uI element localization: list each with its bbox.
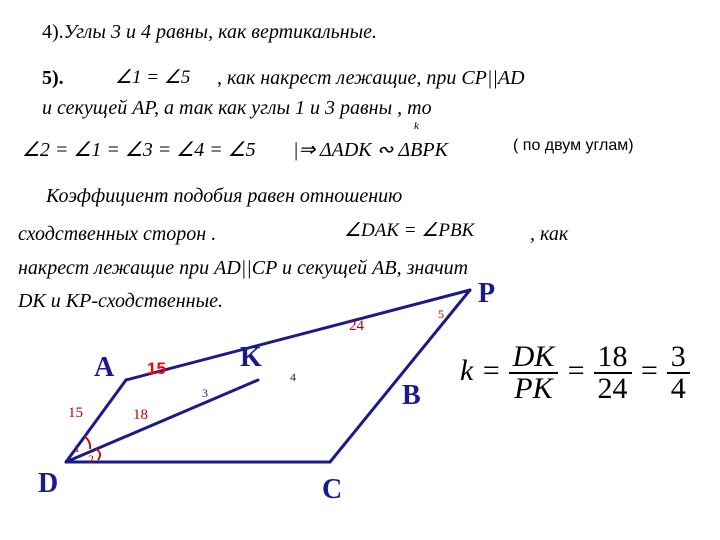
length-dk-label: 18 bbox=[133, 407, 148, 423]
vertex-A: A bbox=[94, 352, 115, 383]
paragraph-line-2b: , как bbox=[530, 223, 569, 245]
angle-2-arc bbox=[96, 449, 100, 460]
angle-3-label: 3 bbox=[202, 386, 208, 400]
length-ad-label: 15 bbox=[68, 405, 83, 421]
length-ak-label: 15 bbox=[147, 359, 166, 378]
angle-chain-equation: ∠2 = ∠1 = ∠3 = ∠4 = ∠5 bbox=[22, 139, 256, 161]
similarity-k-mark: k bbox=[414, 120, 419, 132]
angle-4-label: 4 bbox=[290, 370, 296, 384]
vertex-C: C bbox=[322, 474, 343, 505]
step-number-5: 5). bbox=[42, 67, 64, 89]
length-kp-label: 24 bbox=[349, 318, 364, 334]
vertex-D: D bbox=[38, 468, 59, 499]
side-ap bbox=[126, 290, 470, 380]
similarity-statement: |⇒ ΔADK ∾ ΔBPK bbox=[293, 139, 448, 161]
angle-equality-1-5: ∠1 = ∠5 bbox=[115, 67, 191, 88]
paragraph-line-4: DK и KP-сходственные. bbox=[18, 290, 223, 312]
fraction-3-4: $\frac{3}{4}$ bbox=[667, 342, 690, 404]
side-pc bbox=[330, 290, 470, 462]
step-number-4: 4). bbox=[42, 21, 64, 43]
paragraph-line-2a: сходственных сторон . bbox=[18, 223, 217, 245]
paragraph-line-3: накрест лежащие при AD||CP и секущей AB, значит bbox=[18, 257, 469, 279]
line-3: и секущей AP, а так как углы 1 и 3 равны , то bbox=[42, 97, 432, 119]
angle-5-label: 5 bbox=[438, 307, 444, 321]
angle-1-label: 1 bbox=[74, 441, 80, 455]
fraction-dk-pk: $\frac{DK}{PK}$ bbox=[509, 342, 559, 404]
angle-equality-dak-pbk: ∠DAK = ∠PBK bbox=[344, 220, 475, 241]
similarity-reason: ( по двум углам) bbox=[513, 137, 634, 154]
vertex-P: P bbox=[478, 278, 496, 309]
line-2-text: , как накрест лежащие, при CP||AD bbox=[217, 67, 525, 89]
similarity-coefficient-formula: k = $\frac{DK}{PK}$ = $\frac{18}{24}$ = $\frac{3}{4}$ bbox=[460, 342, 690, 404]
vertex-B: B bbox=[402, 380, 421, 411]
vertex-K: K bbox=[240, 342, 262, 373]
line-1-text: Углы 3 и 4 равны, как вертикальные. bbox=[63, 21, 378, 43]
angle-2-label: 2 bbox=[88, 452, 94, 466]
paragraph-line-1: Коэффициент подобия равен отношению bbox=[46, 185, 403, 207]
fraction-18-24: $\frac{18}{24}$ bbox=[594, 342, 632, 404]
formula-k: k bbox=[460, 353, 474, 387]
